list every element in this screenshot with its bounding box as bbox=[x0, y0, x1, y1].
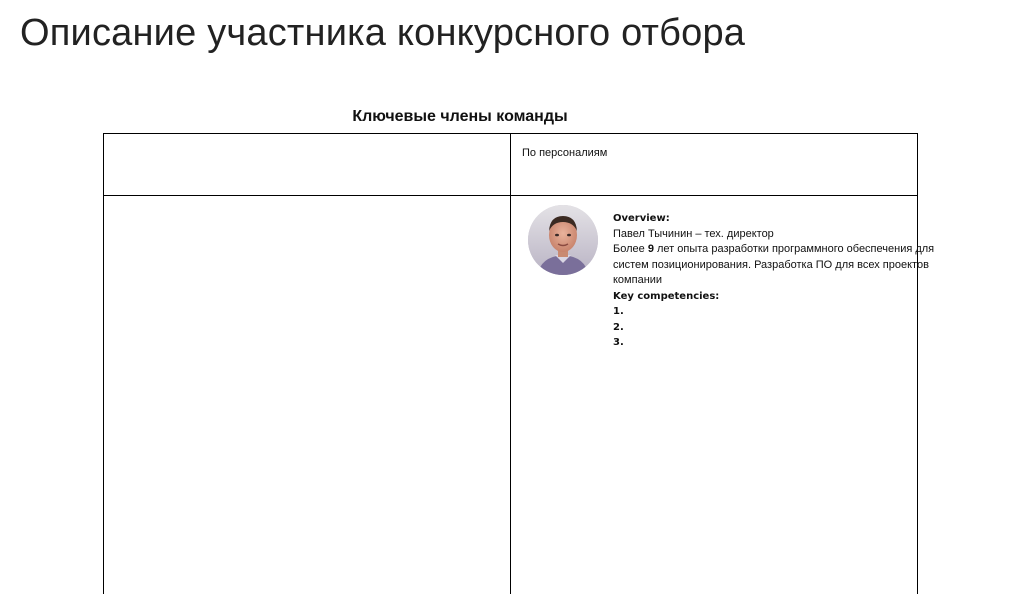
avatar bbox=[528, 205, 598, 275]
member-experience bbox=[613, 242, 943, 289]
experience-prefix: Более bbox=[613, 243, 648, 255]
competency-item-2: 2. bbox=[613, 321, 624, 333]
header-cell-personalities: По персоналиям bbox=[522, 147, 608, 159]
table-caption: Ключевые члены команды bbox=[352, 108, 568, 125]
experience-suffix: лет опыта разработки программного обеспечения для систем позиционирования. Разработка ПО для всех проектов компании bbox=[613, 243, 935, 286]
row-divider bbox=[104, 195, 917, 196]
experience-years: 9 bbox=[647, 243, 654, 255]
column-divider bbox=[510, 134, 511, 594]
team-member-profile bbox=[613, 211, 943, 351]
competencies-label: Key competencies: bbox=[613, 290, 720, 302]
overview-label: Overview: bbox=[613, 213, 670, 224]
page-title: Описание участника конкурсного отбора bbox=[20, 12, 746, 54]
member-name-role: Павел Тычинин – тех. директор bbox=[613, 227, 774, 240]
person-photo-icon bbox=[528, 205, 598, 275]
team-table bbox=[103, 133, 935, 594]
competency-item-1: 1. bbox=[613, 306, 624, 317]
competency-item-3: 3. bbox=[613, 337, 624, 348]
